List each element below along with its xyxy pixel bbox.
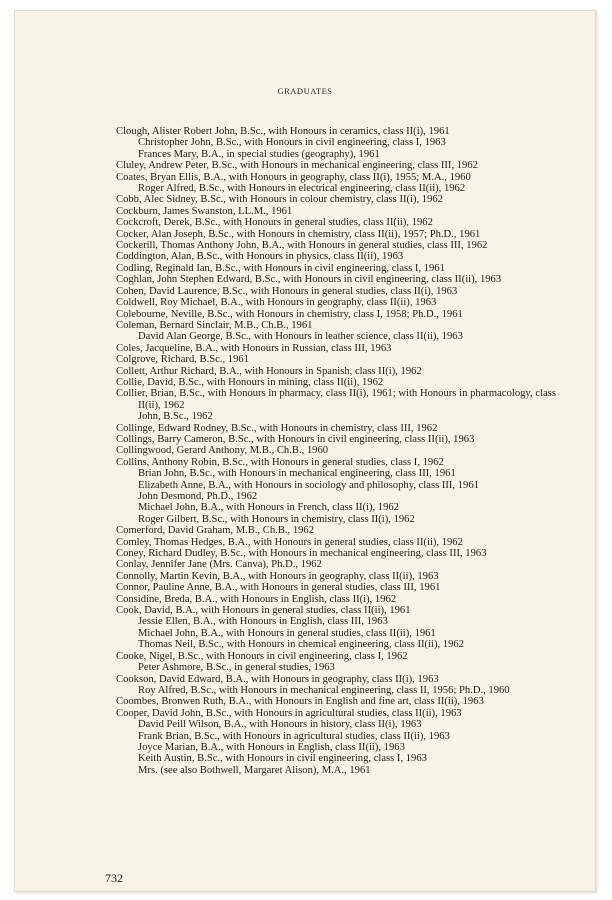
graduate-sub-entry: Frances Mary, B.A., in special studies (geography), 1961 bbox=[138, 148, 380, 160]
graduate-entry: Coghlan, John Stephen Edward, B.Sc., with Honours in civil engineering, class II(ii), 1963 bbox=[116, 274, 502, 286]
graduate-entry: Collings, Barry Cameron, B.Sc., with Honours in civil engineering, class II(ii), 1963 bbox=[116, 433, 475, 445]
graduate-sub-entry: David Peill Wilson, B.A., with Honours in history, class II(i), 1963 bbox=[138, 719, 422, 731]
graduate-sub-entry: Roger Gilbert, B.Sc., with Honours in chemistry, class II(i), 1962 bbox=[138, 513, 415, 525]
page-number: 732 bbox=[105, 871, 123, 885]
graduate-entry: Cookson, David Edward, B.A., with Honours in geography, class II(i), 1963 bbox=[116, 673, 439, 685]
graduate-sub-entry: Keith Austin, B.Sc., with Honours in civil engineering, class I, 1963 bbox=[138, 753, 427, 765]
graduate-sub-entry: Frank Brian, B.Sc., with Honours in agricultural studies, class II(ii), 1963 bbox=[138, 730, 450, 742]
graduate-entry: Cooper, David John, B.Sc., with Honours in agricultural studies, class II(ii), 1963 bbox=[116, 707, 462, 719]
graduate-entry: Clough, Alister Robert John, B.Sc., with Honours in ceramics, class II(i), 1961 bbox=[116, 126, 450, 137]
graduate-sub-entry: David Alan George, B.Sc., with Honours in leather science, class II(ii), 1963 bbox=[138, 331, 463, 343]
graduate-entry: Codling, Reginald Ian, B.Sc., with Honours in civil engineering, class I, 1961 bbox=[116, 262, 445, 274]
graduate-entry: Coombes, Bronwen Ruth, B.A., with Honours in English and fine art, class II(ii), 1963 bbox=[116, 696, 484, 708]
graduate-entry: Connolly, Martin Kevin, B.A., with Honours in geography, class II(ii), 1963 bbox=[116, 570, 439, 582]
graduate-entry: Coates, Bryan Ellis, B.A., with Honours in geography, class II(i), 1955; M.A., 1960 bbox=[116, 171, 471, 183]
graduate-entry: Coney, Richard Dudley, B.Sc., with Honours in mechanical engineering, class III, 1963 bbox=[116, 548, 487, 560]
graduate-entry: Cook, David, B.A., with Honours in general studies, class II(ii), 1961 bbox=[116, 605, 411, 617]
graduate-sub-entry: Brian John, B.Sc., with Honours in mechanical engineering, class III, 1961 bbox=[138, 468, 456, 480]
graduate-entry: Collins, Anthony Robin, B.Sc., with Honours in general studies, class I, 1962 bbox=[116, 456, 444, 468]
graduate-entry: Collier, Brian, B.Sc., with Honours in pharmacy, class II(i), 1961; with Honours in pharmacology, class II(ii), 1962 bbox=[116, 388, 556, 411]
graduate-entry: Coleman, Bernard Sinclair, M.B., Ch.B., 1961 bbox=[116, 319, 313, 331]
graduate-entry: Cobb, Alec Sidney, B.Sc., with Honours in colour chemistry, class II(i), 1962 bbox=[116, 194, 443, 206]
graduate-entry: Conlay, Jennifer Jane (Mrs. Canva), Ph.D., 1962 bbox=[116, 559, 322, 571]
graduate-entry: Cockburn, James Swanston, LL.M., 1961 bbox=[116, 205, 293, 217]
graduate-sub-entry: Roy Alfred, B.Sc., with Honours in mechanical engineering, class II, 1956; Ph.D., 1960 bbox=[138, 684, 510, 696]
graduate-entry: Cluley, Andrew Peter, B.Sc., with Honours in mechanical engineering, class III, 1962 bbox=[116, 160, 478, 172]
graduate-sub-entry: Joyce Marian, B.A., with Honours in English, class II(ii), 1963 bbox=[138, 741, 405, 753]
graduate-sub-entry: Michael John, B.A., with Honours in general studies, class II(ii), 1961 bbox=[138, 627, 436, 639]
graduate-sub-entry: Elizabeth Anne, B.A., with Honours in sociology and philosophy, class III, 1961 bbox=[138, 479, 479, 491]
graduate-sub-entry: Roger Alfred, B.Sc., with Honours in electrical engineering, class II(ii), 1962 bbox=[138, 183, 466, 195]
graduate-sub-entry: John Desmond, Ph.D., 1962 bbox=[138, 491, 258, 502]
graduate-entry: Colgrove, Richard, B.Sc., 1961 bbox=[116, 354, 249, 366]
graduate-sub-entry: Michael John, B.A., with Honours in French, class II(i), 1962 bbox=[138, 502, 399, 514]
graduate-entry: Considine, Breda, B.A., with Honours in English, class II(i), 1962 bbox=[116, 593, 397, 605]
page-header: GRADUATES bbox=[277, 86, 333, 96]
graduate-sub-entry: Peter Ashmore, B.Sc., in general studies, 1963 bbox=[138, 662, 335, 674]
graduate-sub-entry: Jessie Ellen, B.A., with Honours in English, class III, 1963 bbox=[138, 616, 388, 628]
graduate-entry: Coldwell, Roy Michael, B.A., with Honours in geography, class II(ii), 1963 bbox=[116, 297, 437, 309]
graduate-entry: Collett, Arthur Richard, B.A., with Honours in Spanish, class II(i), 1962 bbox=[116, 365, 422, 377]
graduate-entry: Connor, Pauline Anne, B.A., with Honours in general studies, class III, 1961 bbox=[116, 582, 441, 594]
graduate-sub-entry: Mrs. (see also Bothwell, Margaret Alison), M.A., 1961 bbox=[138, 764, 371, 776]
document-page bbox=[14, 10, 596, 892]
graduate-entry: Comley, Thomas Hedges, B.A., with Honours in general studies, class II(ii), 1962 bbox=[116, 536, 463, 548]
graduate-entry: Collinge, Edward Rodney, B.Sc., with Honours in chemistry, class III, 1962 bbox=[116, 422, 438, 434]
graduate-sub-entry: Christopher John, B.Sc., with Honours in civil engineering, class I, 1963 bbox=[138, 137, 446, 149]
graduate-entry: Collingwood, Gerard Anthony, M.B., Ch.B., 1960 bbox=[116, 445, 329, 457]
graduate-entry: Cocker, Alan Joseph, B.Sc., with Honours in chemistry, class II(ii), 1957; Ph.D., 1961 bbox=[116, 228, 481, 240]
graduate-entry: Cohen, David Laurence, B.Sc., with Honours in general studies, class II(i), 1963 bbox=[116, 285, 458, 297]
graduate-sub-entry: Thomas Neil, B.Sc., with Honours in chemical engineering, class II(ii), 1962 bbox=[138, 639, 464, 651]
graduate-entry: Comerford, David Graham, M.B., Ch.B., 1962 bbox=[116, 525, 315, 537]
graduate-entry: Cockerill, Thomas Anthony John, B.A., with Honours in general studies, class III, 1962 bbox=[116, 240, 488, 252]
graduate-entry: Collie, David, B.Sc., with Honours in mining, class II(ii), 1962 bbox=[116, 376, 384, 388]
graduate-entry: Cockcroft, Derek, B.Sc., with Honours in general studies, class II(ii), 1962 bbox=[116, 217, 433, 229]
graduate-list bbox=[116, 126, 556, 776]
graduate-entry: Cooke, Nigel, B.Sc., with Honours in civil engineering, class I, 1962 bbox=[116, 650, 408, 662]
graduate-sub-entry: John, B.Sc., 1962 bbox=[138, 411, 213, 423]
graduate-entry: Coddington, Alan, B.Sc., with Honours in physics, class II(ii), 1963 bbox=[116, 251, 404, 263]
graduate-entry: Coles, Jacqueline, B.A., with Honours in Russian, class III, 1963 bbox=[116, 342, 392, 354]
graduate-entry: Colebourne, Neville, B.Sc., with Honours in chemistry, class I, 1958; Ph.D., 1961 bbox=[116, 308, 463, 320]
